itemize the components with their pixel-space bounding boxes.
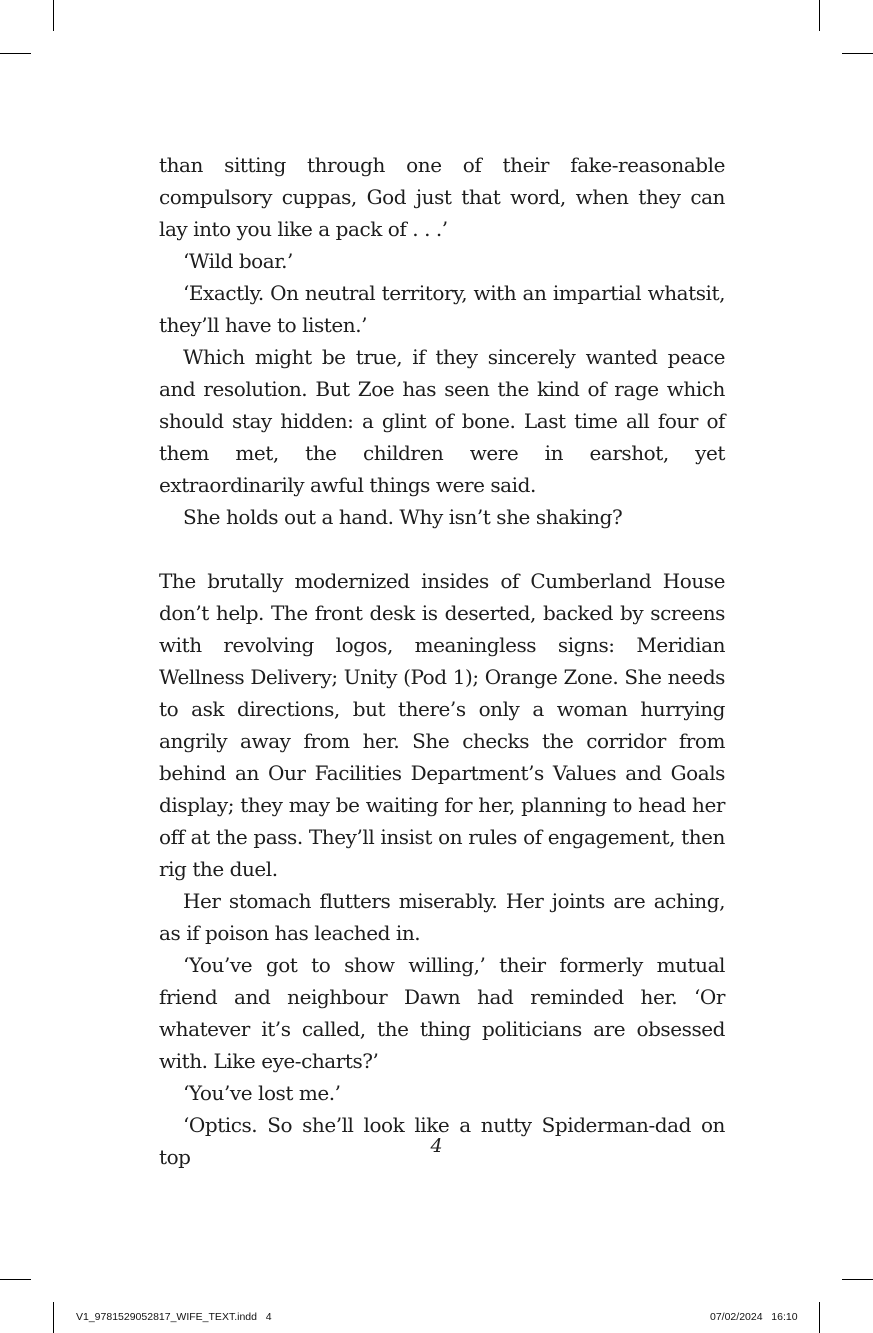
slug-filename: V1_9781529052817_WIFE_TEXT.indd 4 [76, 1311, 272, 1323]
crop-mark-top-left-horizontal [0, 53, 31, 54]
crop-mark-bottom-right-vertical [819, 1302, 820, 1333]
paragraph: than sitting through one of their fake-reasonable compulsory cuppas, God just that word, when they can lay into you like a pack of . . .’ [159, 153, 725, 241]
crop-mark-bottom-right-horizontal [842, 1279, 873, 1280]
paragraph: ‘You’ve got to show willing,’ their formerly mutual friend and neighbour Dawn had reminded her. ‘Or whatever it’s called, the thing politicians are obsessed with. Like eye-charts?’ [159, 953, 725, 1073]
crop-mark-bottom-left-vertical [53, 1302, 54, 1333]
paragraph: The brutally modernized insides of Cumberland House don’t help. The front desk is deserted, backed by screens with revolving logos, meaningless signs: Meridian Wellness Delivery; Unity (Pod 1); Orange Zone. She needs to ask directions, but there’s only a woman hurrying angrily away from her. She checks the corridor from behind an Our Facilities Department’s Values and Goals display; they may be waiting for her, planning to head her off at the pass. They’ll insist on rules of engagement, then rig the duel. [159, 569, 725, 881]
paragraph: ‘Optics. So she’ll look like a nutty Spiderman-dad on top [159, 1113, 725, 1169]
paragraph: ‘You’ve lost me.’ [183, 1081, 341, 1105]
paragraph: ‘Exactly. On neutral territory, with an impartial whatsit, they’ll have to listen.’ [159, 281, 725, 337]
crop-mark-bottom-left-horizontal [0, 1279, 31, 1280]
paragraph: She holds out a hand. Why isn’t she shaking? [183, 505, 623, 529]
paragraph: Which might be true, if they sincerely wanted peace and resolution. But Zoe has seen the kind of rage which should stay hidden: a glint of bone. Last time all four of them met, the children were in earshot, yet extraordinarily awful things were said. [159, 345, 725, 497]
paragraph: ‘Wild boar.’ [183, 249, 293, 273]
text-section-2 [159, 565, 725, 1173]
text-section-1 [159, 149, 725, 533]
page-number: 4 [430, 1135, 443, 1157]
slug-datetime: 07/02/2024 16:10 [710, 1311, 798, 1323]
crop-mark-top-right-vertical [819, 0, 820, 31]
paragraph: Her stomach flutters miserably. Her joints are aching, as if poison has leached in. [159, 889, 725, 945]
crop-mark-top-right-horizontal [842, 53, 873, 54]
crop-mark-top-left-vertical [53, 0, 54, 31]
